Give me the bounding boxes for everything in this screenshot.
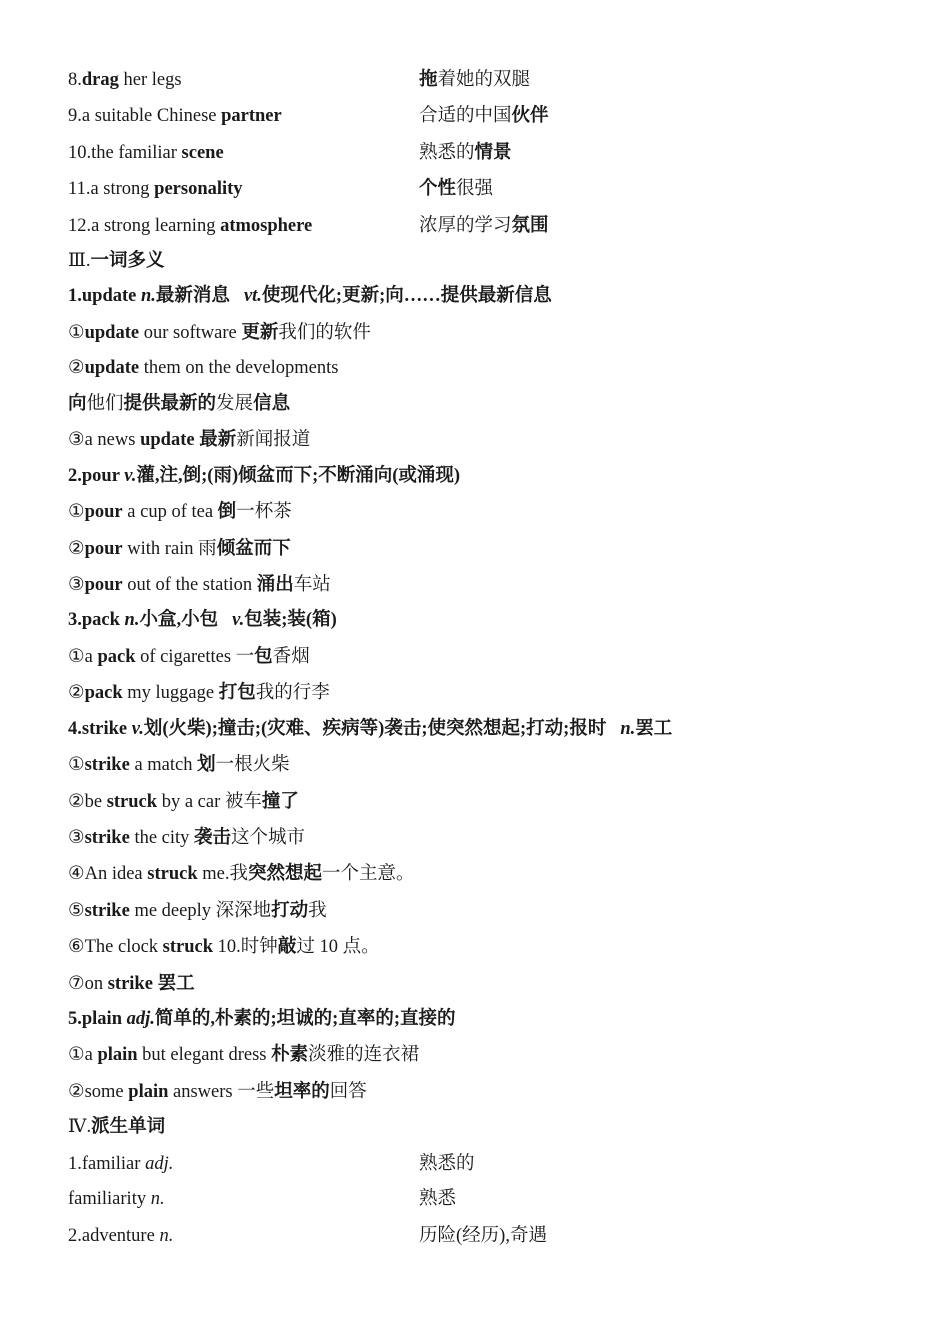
example-text: a cup of tea — [122, 502, 218, 523]
translation-keyword: 打动 — [271, 900, 309, 921]
keyword: update — [84, 322, 140, 343]
translation-keyword: 包 — [254, 646, 273, 667]
translation: 熟悉的 — [419, 1153, 475, 1174]
example-text: of cigarettes — [135, 646, 236, 667]
example-text: me deeply — [129, 900, 216, 921]
example-text: out of the station — [122, 575, 257, 596]
part-of-speech: n. — [150, 1189, 165, 1210]
example-marker: ⑥ — [68, 937, 85, 958]
translation-keyword: 个性 — [419, 179, 457, 200]
translation-text: 新闻报道 — [236, 430, 311, 451]
translation-keyword: 划 — [197, 755, 216, 776]
translation-keyword: 敲 — [277, 937, 297, 958]
translation-text: 发展 — [216, 393, 254, 414]
translation-keyword: 向 — [68, 393, 87, 414]
section-heading — [68, 1110, 908, 1146]
translation-text: 我 — [308, 900, 327, 921]
example-text: on — [84, 973, 108, 994]
entry-word: plain — [81, 1008, 122, 1029]
keyword: plain — [128, 1081, 169, 1102]
translation-text: 被车 — [224, 791, 262, 812]
translation-keyword: 伙伴 — [511, 106, 549, 127]
example-text: by a car — [157, 791, 225, 812]
example-marker: ③ — [68, 430, 85, 451]
translation-text: 合适的中国 — [419, 106, 512, 127]
translation-text: 很强 — [456, 179, 494, 200]
translation-text: 香烟 — [272, 646, 310, 667]
entry-heading — [68, 712, 908, 748]
part-of-speech: adj. — [145, 1153, 174, 1174]
translation — [419, 135, 512, 171]
example-text: my luggage — [122, 683, 219, 704]
example-text: be — [84, 791, 107, 812]
section-title: 一词多义 — [90, 250, 165, 271]
derived-row — [68, 1218, 908, 1254]
translation-text: 这个城市 — [231, 827, 306, 848]
translation-text: 深深地 — [215, 900, 272, 921]
entry-heading — [68, 603, 908, 639]
translation-text: 他们 — [86, 393, 124, 414]
translation — [419, 62, 530, 98]
keyword: plain — [97, 1045, 138, 1066]
item-number: 10. — [68, 142, 92, 163]
example-marker: ④ — [68, 864, 85, 885]
translation-keyword: 袭击 — [194, 827, 232, 848]
example-translation-row — [68, 387, 908, 423]
keyword: strike — [84, 755, 130, 776]
example-text: An idea — [84, 864, 148, 885]
example-text: me. — [197, 864, 230, 885]
translation-text: 车站 — [293, 575, 331, 596]
entry-number: 1. — [68, 286, 82, 307]
example-text: a — [84, 1045, 98, 1066]
translation-keyword: 情景 — [474, 142, 512, 163]
example-row — [68, 1037, 908, 1073]
example-text: answers — [168, 1081, 238, 1102]
translation: 历险(经历),奇遇 — [419, 1225, 547, 1246]
entry-number: 3. — [68, 610, 82, 631]
translation — [419, 208, 549, 244]
example-row — [68, 567, 908, 603]
phrase-text: her legs — [118, 70, 182, 90]
part-of-speech: v. — [124, 465, 137, 486]
example-row — [68, 929, 908, 965]
keyword: pour — [84, 538, 123, 559]
item-number: 11. — [68, 179, 91, 200]
keyword: strike — [84, 827, 130, 848]
translation-keyword: 打包 — [218, 683, 256, 704]
derived-row — [68, 1182, 908, 1218]
example-row — [68, 639, 908, 675]
document-page — [68, 62, 908, 1254]
entry-word: update — [81, 286, 137, 307]
example-row — [68, 856, 908, 892]
translation-keyword: 最新 — [199, 430, 237, 451]
phrase-text: the familiar — [91, 142, 182, 163]
phrase-row — [68, 208, 908, 244]
translation-keyword: 撞了 — [261, 791, 299, 812]
example-text: our software — [139, 322, 242, 343]
translation-keyword: 罢工 — [157, 973, 195, 994]
keyword: pour — [84, 575, 123, 596]
example-row — [68, 747, 908, 783]
example-marker: ② — [68, 538, 85, 559]
part-of-speech: v. — [131, 718, 144, 739]
translation-keyword: 倒 — [217, 502, 237, 523]
derived-word: 1.familiar — [68, 1153, 146, 1174]
example-row — [68, 1074, 908, 1110]
translation-keyword: 倾盆而下 — [216, 538, 291, 559]
phrase-row — [68, 62, 908, 98]
example-marker: ① — [68, 322, 85, 343]
derived-word: familiarity — [68, 1189, 151, 1210]
section-numeral: Ⅲ. — [68, 250, 91, 271]
example-text: the city — [129, 827, 195, 848]
translation-text: 一个主意。 — [322, 864, 415, 885]
translation-keyword: 信息 — [253, 393, 291, 414]
translation-keyword: 提供最新的 — [123, 393, 217, 414]
keyword: personality — [154, 179, 243, 200]
example-text: a news — [84, 430, 141, 451]
example-row — [68, 966, 908, 1002]
keyword: strike — [107, 973, 153, 994]
example-row — [68, 784, 908, 820]
keyword: struck — [106, 791, 158, 812]
translation-text: 一些 — [237, 1081, 275, 1102]
keyword: pack — [97, 646, 136, 667]
keyword: update — [84, 358, 140, 379]
phrase-text: a strong learning — [91, 215, 221, 236]
entry-word: pack — [81, 610, 120, 631]
example-text: a — [84, 646, 98, 667]
translation-text: 过 10 点。 — [296, 937, 380, 958]
item-number: 9. — [68, 106, 82, 127]
entry-number: 4. — [68, 718, 82, 739]
section-numeral: Ⅳ. — [68, 1117, 92, 1138]
translation-keyword: 坦率的 — [274, 1081, 330, 1102]
translation-keyword: 朴素 — [271, 1045, 309, 1066]
entry-heading — [68, 1002, 908, 1038]
phrase-text: a suitable Chinese — [81, 106, 222, 127]
translation-text: 着她的双腿 — [437, 70, 531, 90]
translation-text: 我的行李 — [255, 683, 330, 704]
definition: 简单的,朴素的;坦诚的;直率的;直接的 — [154, 1008, 456, 1029]
entry-word: strike — [81, 718, 128, 739]
definition: 灌,注,倒;(雨)倾盆而下;不断涌向(或涌现) — [136, 465, 461, 486]
example-marker: ① — [68, 646, 85, 667]
example-text: but elegant dress — [137, 1045, 272, 1066]
translation-keyword: 突然想起 — [248, 864, 323, 885]
translation-text: 淡雅的连衣裙 — [308, 1045, 420, 1066]
example-marker: ① — [68, 1045, 85, 1066]
entry-heading — [68, 279, 908, 315]
definition: 使现代化;更新;向……提供最新信息 — [261, 286, 552, 307]
definition: 小盒,小包 — [139, 610, 219, 631]
definition: 包装;装(箱) — [244, 610, 337, 631]
part-of-speech: adj. — [126, 1008, 155, 1029]
example-row — [68, 531, 908, 567]
translation-text: 一杯茶 — [236, 502, 292, 523]
example-marker: ⑦ — [68, 973, 85, 994]
keyword: pack — [84, 683, 123, 704]
keyword: strike — [84, 900, 130, 921]
derived-word: 2.adventure — [68, 1225, 160, 1246]
phrase-row — [68, 171, 908, 207]
keyword: drag — [81, 70, 119, 90]
keyword: update — [140, 430, 195, 451]
translation-text: 一 — [235, 646, 255, 667]
phrase-row — [68, 135, 908, 171]
example-text: some — [84, 1081, 129, 1102]
translation-keyword: 拖 — [419, 70, 438, 90]
keyword: struck — [147, 864, 198, 885]
example-marker: ③ — [68, 827, 85, 848]
section-heading — [68, 244, 908, 280]
example-row — [68, 893, 908, 929]
example-marker: ① — [68, 755, 85, 776]
definition: 罢工 — [635, 718, 673, 739]
example-marker: ② — [68, 683, 85, 704]
derived-row — [68, 1146, 908, 1182]
part-of-speech: v. — [232, 610, 245, 631]
example-marker: ① — [68, 502, 85, 523]
example-marker: ② — [68, 791, 85, 812]
keyword: partner — [221, 106, 282, 127]
example-row — [68, 820, 908, 856]
example-row — [68, 422, 908, 458]
item-number: 8. — [68, 70, 82, 90]
example-row — [68, 494, 908, 530]
part-of-speech: n. — [124, 610, 140, 631]
entry-number: 5. — [68, 1008, 82, 1029]
part-of-speech: vt. — [243, 286, 262, 307]
example-text: with rain — [122, 538, 199, 559]
translation-text: 时钟 — [240, 937, 278, 958]
entry-heading — [68, 459, 908, 495]
keyword: pour — [84, 502, 123, 523]
part-of-speech: n. — [159, 1225, 174, 1246]
part-of-speech: n. — [141, 286, 156, 307]
entry-word: pour — [81, 465, 120, 486]
example-row — [68, 675, 908, 711]
phrase-row — [68, 98, 908, 134]
translation-text: 回答 — [329, 1081, 367, 1102]
example-marker: ② — [68, 1081, 85, 1102]
translation-keyword: 更新 — [241, 322, 279, 343]
example-text: a match — [129, 755, 198, 776]
example-row — [68, 351, 908, 387]
keyword: atmosphere — [220, 215, 313, 236]
example-marker: ③ — [68, 575, 85, 596]
entry-number: 2. — [68, 465, 82, 486]
translation-keyword: 氛围 — [511, 215, 549, 236]
phrase-text: a strong — [90, 179, 155, 200]
translation-text: 一根火柴 — [215, 755, 290, 776]
translation-text: 熟悉的 — [419, 142, 475, 163]
translation-text: 浓厚的学习 — [419, 215, 512, 236]
section-title: 派生单词 — [91, 1117, 166, 1138]
part-of-speech: n. — [620, 718, 636, 739]
example-row — [68, 315, 908, 351]
example-text: them on the developments — [139, 358, 339, 379]
translation-text: 我们的软件 — [278, 322, 371, 343]
definition: 最新消息 — [155, 286, 230, 307]
translation: 熟悉 — [419, 1189, 457, 1210]
example-text: The clock — [84, 937, 163, 958]
translation-keyword: 涌出 — [256, 575, 294, 596]
keyword: struck — [162, 937, 214, 958]
translation-text: 我 — [229, 864, 249, 885]
item-number: 12. — [68, 215, 92, 236]
keyword: scene — [181, 142, 224, 163]
translation — [419, 171, 493, 207]
example-marker: ② — [68, 358, 85, 379]
example-text: 10. — [213, 937, 241, 958]
example-marker: ⑤ — [68, 900, 85, 921]
definition: 划(火柴);撞击;(灾难、疾病等)袭击;使突然想起;打动;报时 — [143, 718, 607, 739]
translation-text: 雨 — [198, 538, 217, 559]
translation — [419, 98, 549, 134]
